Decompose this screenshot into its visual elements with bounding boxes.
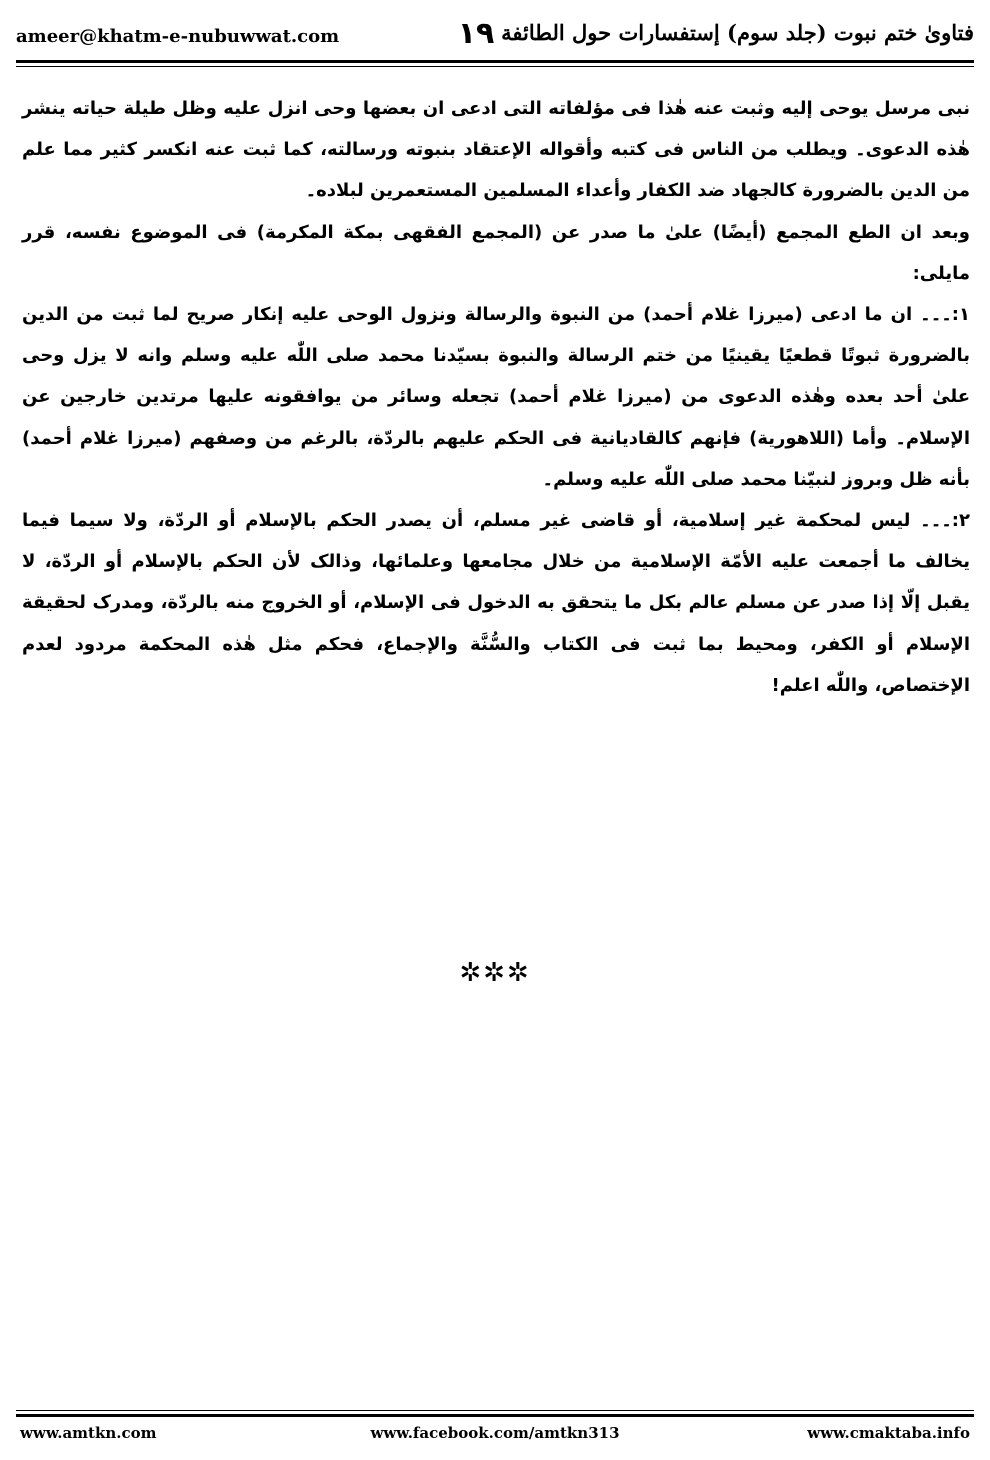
- footer-amtkn-link[interactable]: www.amtkn.com: [20, 1424, 157, 1442]
- footer-cmaktaba-link[interactable]: www.cmaktaba.info: [807, 1424, 970, 1442]
- paragraph: ۱:۔۔۔ ان ما ادعی (میرزا غلام أحمد) من النبوة والرسالة ونزول الوحی علیه إنکار صریح لما ثبت من الدین بالضرورة ثبوتًا قطعیًا یقینیًا من ختم الرسالة والنبوة بسیّدنا محمد صلی اللّٰه علیه وسلم وانه لا یزل وحی علیٰ أحد بعده وهٰذه الدعوی من (میرزا غلام أحمد) تجعله وسائر من یوافقونه علیها مرتدین خارجین عن الإسلام۔ وأما (اللاهوریة) فإنهم کالقادیانیة فی الحکم علیهم بالردّة، بالرغم من وصفهم (میرزا غلام أحمد) بأنه ظل وبروز لنبیّنا محمد صلی اللّٰه علیه وسلم۔: [22, 304, 970, 490]
- section-separator: ✲✲✲: [459, 958, 531, 988]
- page-number: ۱۹: [457, 16, 495, 51]
- page-footer: [16, 1424, 974, 1448]
- footer-rule-thick: [16, 1414, 974, 1417]
- paragraph: وبعد ان الطع المجمع (أیضًا) علیٰ ما صدر عن (المجمع الفقهی بمکة المکرمة) فی الموضوع نفسه، قرر مایلی:: [22, 221, 970, 284]
- book-title: فتاویٰ ختم نبوت (جلد سوم) إستفسارات حول الطائفة: [501, 20, 974, 45]
- paragraph: ۲:۔۔۔ لیس لمحکمة غیر إسلامیة، أو قاضی غیر مسلم، أن یصدر الحکم بالإسلام أو الردّة، ولا سیما فیما یخالف ما أجمعت علیه الأمّة الإسلامیة من خلال مجامعها وعلمائها، وذالک لأن الحکم بالإسلام أو الردّة، لا یقبل إلّا إذا صدر عن مسلم عالم بکل ما یتحقق به الدخول فی الإسلام، أو الخروج منه بالردّة، ومدرک لحقیقة الإسلام أو الکفر، ومحیط بما ثبت فی الکتاب والسُّنَّة والإجماع، فحکم مثل هٰذه المحکمة مردود لعدم الإختصاص، واللّٰه اعلم!: [22, 510, 970, 696]
- header-rule-thin: [16, 66, 974, 67]
- footer-facebook-link[interactable]: www.facebook.com/amtkn313: [370, 1424, 620, 1442]
- page-header: [16, 18, 974, 58]
- footer-rule-thin: [16, 1410, 974, 1411]
- paragraph: نبی مرسل یوحی إلیه وثبت عنه هٰذا فی مؤلفاته التی ادعی ان بعضها وحی انزل علیه وظل طیلة حیاته ینشر هٰذه الدعوی۔ ویطلب من الناس فی کتبه وأقواله الإعتقاد بنبوته ورسالته، کما ثبت عنه انکسر کثیر مما علم من الدین بالضرورة کالجهاد ضد الکفار وأعداء المسلمین المستعمرین لبلاده۔: [22, 98, 970, 202]
- header-rule-thick: [16, 60, 974, 63]
- article-body: [22, 88, 970, 706]
- header-email[interactable]: ameer@khatm-e-nubuwwat.com: [16, 26, 340, 47]
